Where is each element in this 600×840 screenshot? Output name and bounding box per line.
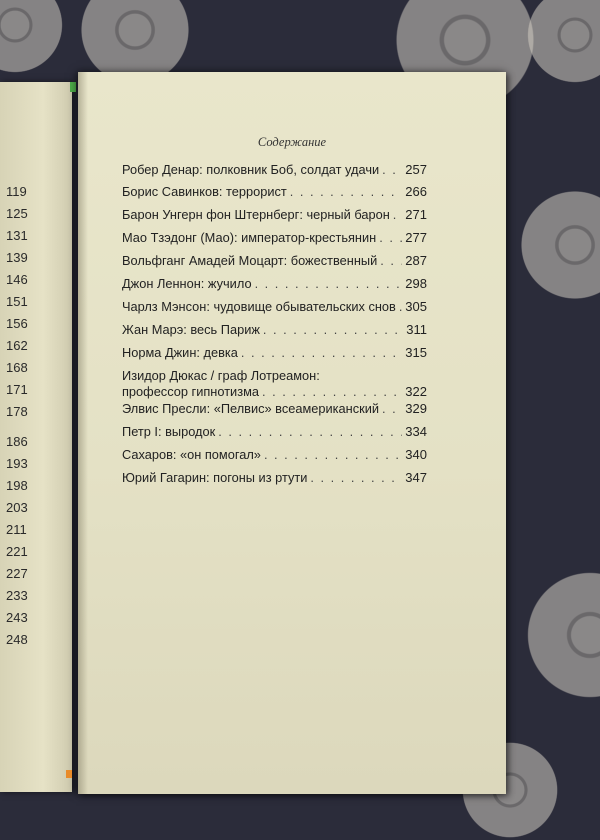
toc-page-number: 266 [405, 184, 427, 199]
toc-entry [122, 345, 427, 361]
toc-page-number: 277 [405, 230, 427, 245]
toc-page-number: 287 [405, 253, 427, 268]
toc-leader-dots [218, 424, 402, 440]
toc-page-number: 298 [405, 276, 427, 291]
toc-entry-title: профессор гипнотизма [122, 384, 259, 399]
toc-page-number: 271 [405, 207, 427, 222]
left-page-number: 233 [6, 588, 28, 603]
left-page-number: 162 [6, 338, 28, 353]
toc-entry [122, 276, 427, 292]
toc-entry [122, 162, 427, 178]
toc-entry-title: Изидор Дюкас / граф Лотреамон: [122, 368, 320, 383]
toc-leader-dots [262, 384, 402, 400]
page-title: Содержание [257, 135, 327, 149]
toc-leader-dots [379, 230, 402, 246]
left-page-number: 186 [6, 434, 28, 449]
toc-entry-title: Борис Савинков: террорист [122, 184, 287, 199]
toc-entry [122, 401, 427, 417]
left-page-number: 131 [6, 228, 28, 243]
toc-leader-dots [382, 401, 402, 417]
toc-entry-title: Сахаров: «он помогал» [122, 447, 261, 462]
toc-entry [122, 299, 427, 315]
bookmark-edge [70, 82, 76, 92]
left-page-number: 221 [6, 544, 28, 559]
toc-entry-title: Джон Леннон: жучило [122, 276, 252, 291]
left-page-number: 168 [6, 360, 28, 375]
toc-leader-dots [310, 470, 402, 486]
toc-page-number: 322 [405, 384, 427, 399]
left-page-number: 146 [6, 272, 28, 287]
toc-entry-title: Барон Унгерн фон Штернберг: черный барон [122, 207, 390, 222]
toc-leader-dots [241, 345, 402, 361]
left-page-number: 125 [6, 206, 28, 221]
background-flower [520, 560, 600, 710]
left-page [0, 82, 72, 792]
toc-entry [122, 447, 427, 463]
toc-leader-dots [393, 207, 403, 223]
toc-page-number: 334 [405, 424, 427, 439]
toc-page-number: 340 [405, 447, 427, 462]
page-gutter-shadow [78, 72, 88, 794]
toc-entry [122, 322, 427, 338]
toc-leader-dots [290, 184, 403, 200]
toc-page-number: 257 [405, 162, 427, 177]
toc-page-number: 311 [406, 322, 427, 337]
toc-entry-title: Мао Тзэдонг (Мао): император-крестьянин [122, 230, 377, 245]
left-page-number: 243 [6, 610, 28, 625]
bookmark-tab [66, 770, 72, 778]
toc-entry-title: Чарлз Мэнсон: чудовище обывательских снов [122, 299, 396, 314]
background-flower [0, 0, 70, 80]
toc-entry [122, 253, 427, 269]
toc-entry-title: Вольфганг Амадей Моцарт: божественный [122, 253, 378, 268]
toc-entry-title: Петр I: выродок [122, 424, 216, 439]
left-page-number: 178 [6, 404, 28, 419]
background-flower [515, 180, 600, 310]
right-page [78, 72, 506, 794]
toc-leader-dots [399, 299, 402, 315]
toc-page-number: 347 [405, 470, 427, 485]
toc-entry [122, 184, 427, 200]
toc-entry [122, 470, 427, 486]
toc-page-number: 305 [405, 299, 427, 314]
toc-leader-dots [382, 162, 402, 178]
toc-leader-dots [263, 322, 403, 338]
toc-entry [122, 424, 427, 440]
toc-leader-dots [264, 447, 402, 463]
left-page-number: 156 [6, 316, 28, 331]
toc-page-number: 329 [405, 401, 427, 416]
toc-entry [122, 230, 427, 246]
toc-leader-dots [255, 276, 403, 292]
left-page-number: 171 [6, 382, 28, 397]
toc-entry-title: Робер Денар: полковник Боб, солдат удачи [122, 162, 380, 177]
toc-entry-title: Жан Марэ: весь Париж [122, 322, 260, 337]
toc-entry-title: Элвис Пресли: «Пелвис» всеамериканский [122, 401, 380, 416]
toc-page-number: 315 [405, 345, 427, 360]
left-page-number: 119 [6, 184, 27, 199]
toc-entry-title: Норма Джин: девка [122, 345, 238, 360]
left-page-number: 211 [6, 522, 27, 537]
left-page-number: 193 [6, 456, 28, 471]
left-page-number: 198 [6, 478, 28, 493]
toc-entry-title: Юрий Гагарин: погоны из ртути [122, 470, 308, 485]
left-page-number: 139 [6, 250, 28, 265]
left-page-number: 227 [6, 566, 28, 581]
toc-entry [122, 207, 427, 223]
left-page-number: 203 [6, 500, 28, 515]
toc-leader-dots [380, 253, 402, 269]
left-page-number: 151 [6, 294, 28, 309]
toc-entry [122, 368, 427, 400]
left-page-number: 248 [6, 632, 28, 647]
